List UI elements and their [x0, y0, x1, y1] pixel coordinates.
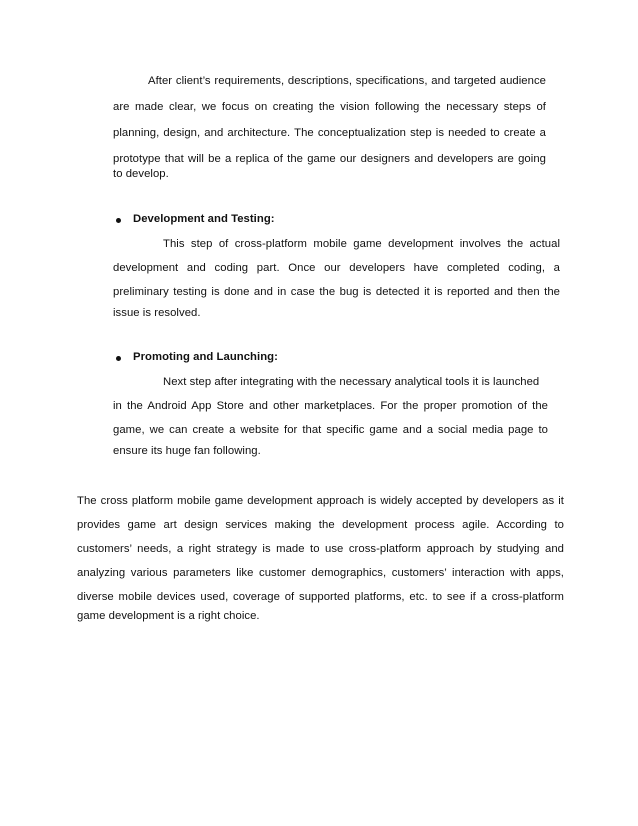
closing-line-1: The cross platform mobile game development approach is widely accepted by developers as it: [77, 495, 564, 507]
bullet-1-line-4: issue is resolved.: [113, 307, 201, 319]
intro-line-4: prototype that will be a replica of the game our designers and developers are going: [113, 153, 546, 165]
bullet-dot-icon: [116, 356, 121, 361]
bullet-2-line-4: ensure its huge fan following.: [113, 445, 261, 457]
bullet-2-line-2: in the Android App Store and other marketplaces. For the proper promotion of the: [113, 400, 548, 412]
intro-line-5: to develop.: [113, 168, 169, 180]
closing-line-5: diverse mobile devices used, coverage of supported platforms, etc. to see if a cross-platform: [77, 591, 564, 603]
bullet-2-line-1: Next step after integrating with the necessary analytical tools it is launched: [163, 376, 540, 388]
bullet-heading-development: Development and Testing:: [133, 213, 275, 225]
closing-line-2: provides game art design services making the development process agile. According to: [77, 519, 564, 531]
bullet-2-line-3: game, we can create a website for that specific game and a social media page to: [113, 424, 548, 436]
closing-line-3: customers’ needs, a right strategy is made to use cross-platform approach by studying and: [77, 543, 564, 555]
bullet-heading-promoting: Promoting and Launching:: [133, 351, 278, 363]
intro-line-1: After client’s requirements, descriptions, specifications, and targeted audience: [148, 75, 546, 87]
bullet-1-line-2: development and coding part. Once our developers have completed coding, a: [113, 262, 560, 274]
bullet-1-line-1: This step of cross-platform mobile game development involves the actual: [163, 238, 560, 250]
bullet-1-line-3: preliminary testing is done and in case the bug is detected it is reported and then the: [113, 286, 560, 298]
closing-line-4: analyzing various parameters like customer demographics, customers’ interaction with apps,: [77, 567, 564, 579]
intro-line-2: are made clear, we focus on creating the vision following the necessary steps of: [113, 101, 546, 113]
bullet-dot-icon: [116, 218, 121, 223]
closing-line-6: game development is a right choice.: [77, 610, 260, 622]
intro-line-3: planning, design, and architecture. The conceptualization step is needed to create a: [113, 127, 546, 139]
